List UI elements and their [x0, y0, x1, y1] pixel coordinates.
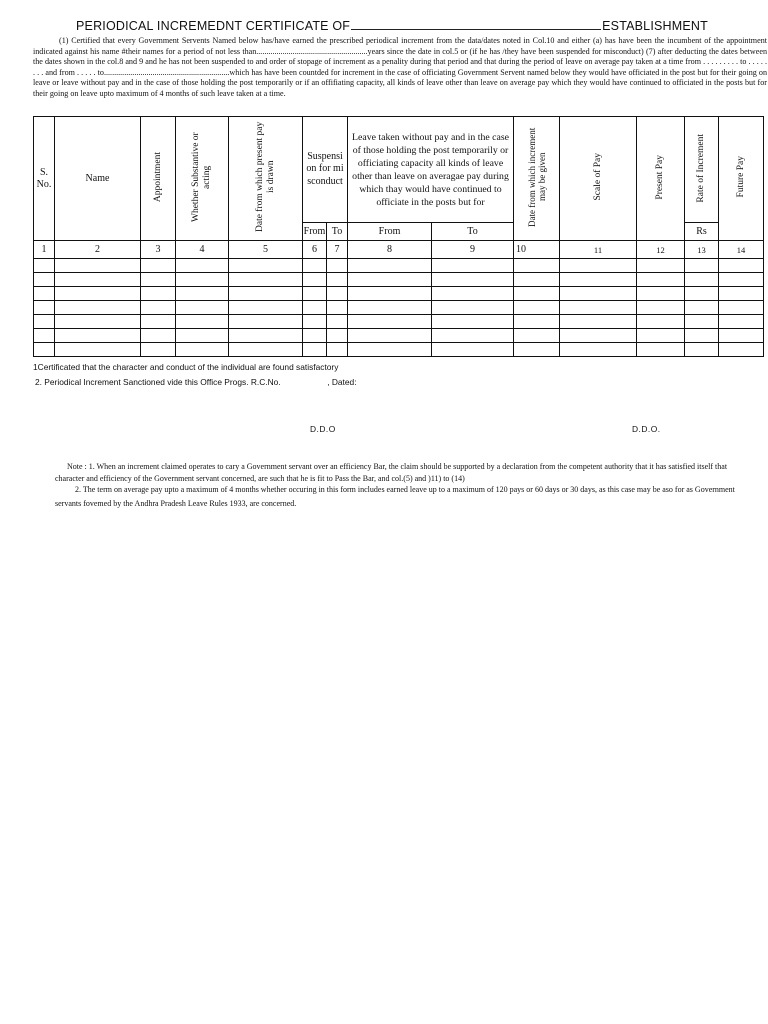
table-cell	[719, 315, 764, 329]
table-cell	[34, 343, 55, 357]
table-cell	[141, 301, 176, 315]
table-cell	[34, 259, 55, 273]
col-number: 1	[34, 241, 55, 259]
table-cell	[327, 343, 348, 357]
header-appointment: Appointment	[141, 117, 176, 241]
table-cell	[55, 273, 141, 287]
certificate-title	[76, 18, 706, 33]
table-cell	[176, 329, 229, 343]
sanction-statement	[35, 377, 357, 387]
table-cell	[685, 273, 719, 287]
table-cell	[560, 329, 637, 343]
table-row	[34, 329, 764, 343]
table-cell	[514, 273, 560, 287]
col-number: 11	[560, 241, 637, 259]
susp-to: To	[327, 223, 348, 241]
header-suspension: Suspension for misconduct	[303, 117, 348, 223]
table-row	[34, 273, 764, 287]
table-row	[34, 259, 764, 273]
table-cell	[719, 343, 764, 357]
col-number: 14	[719, 241, 764, 259]
note-1: Note : 1. When an increment claimed operates to cary a Government servant over an efficiency Bar, the claim should be supported by a declaration from the competent authority that it has satisfied itself that character and efficiency of the Government servant concerned, are such that he is fit to Pass the Bar, and col.(5) and )11) to (14)	[55, 462, 728, 483]
table-cell	[560, 287, 637, 301]
table-cell	[303, 343, 327, 357]
header-future-pay: Future Pay	[719, 117, 764, 241]
table-cell	[34, 315, 55, 329]
table-cell	[229, 329, 303, 343]
table-cell	[141, 259, 176, 273]
table-cell	[327, 259, 348, 273]
table-cell	[637, 301, 685, 315]
table-cell	[141, 273, 176, 287]
table-cell	[560, 273, 637, 287]
table-cell	[348, 287, 432, 301]
header-rate-of-increment: Rate of Increment	[685, 117, 719, 223]
table-cell	[432, 301, 514, 315]
table-cell	[432, 329, 514, 343]
table-cell	[637, 287, 685, 301]
table-cell	[34, 329, 55, 343]
table-cell	[637, 259, 685, 273]
table-cell	[432, 259, 514, 273]
table-cell	[327, 273, 348, 287]
table-cell	[34, 301, 55, 315]
table-cell	[303, 301, 327, 315]
character-certificate: 1Certificated that the character and conduct of the individual are found satisfactory	[33, 362, 339, 372]
header-date-present-pay: Date from which present pay is drawn	[229, 117, 303, 241]
table-cell	[514, 315, 560, 329]
col-number: 6	[303, 241, 327, 259]
table-cell	[303, 287, 327, 301]
col-number: 5	[229, 241, 303, 259]
table-cell	[55, 259, 141, 273]
increment-table	[33, 116, 764, 357]
table-cell	[327, 287, 348, 301]
rate-unit: Rs	[685, 223, 719, 241]
table-cell	[514, 301, 560, 315]
table-cell	[229, 301, 303, 315]
col-number: 12	[637, 241, 685, 259]
table-cell	[34, 287, 55, 301]
table-cell	[432, 343, 514, 357]
table-cell	[176, 259, 229, 273]
table-cell	[637, 315, 685, 329]
table-cell	[514, 259, 560, 273]
table-cell	[432, 315, 514, 329]
table-cell	[55, 329, 141, 343]
table-cell	[229, 259, 303, 273]
note-2: 2. The term on average pay upto a maximum of 4 months whether occuring in this form includes earned leave up to a maximum of 120 pays or 60 days or 30 days, as this case may be aso for as Government servants fovemed by the Andhra Pradesh Leave Rules 1933, are concerned.	[55, 485, 735, 508]
table-cell	[327, 329, 348, 343]
title-left: PERIODICAL INCREMEDNT CERTIFICATE OF	[76, 19, 351, 33]
header-date-increment: Date from which increment may be given	[514, 117, 560, 241]
table-cell	[176, 273, 229, 287]
table-cell	[327, 315, 348, 329]
table-cell	[176, 343, 229, 357]
table-cell	[303, 329, 327, 343]
header-scale-of-pay: Scale of Pay	[560, 117, 637, 241]
table-cell	[432, 273, 514, 287]
column-number-row	[34, 241, 764, 259]
table-cell	[303, 273, 327, 287]
table-cell	[685, 259, 719, 273]
table-cell	[719, 259, 764, 273]
table-cell	[229, 315, 303, 329]
table-cell	[685, 301, 719, 315]
table-cell	[55, 301, 141, 315]
header-substantive: Whether Substantive or acting	[176, 117, 229, 241]
col-number: 10	[514, 241, 560, 259]
table-cell	[303, 315, 327, 329]
table-cell	[719, 329, 764, 343]
table-cell	[229, 287, 303, 301]
col-number: 8	[348, 241, 432, 259]
table-cell	[348, 315, 432, 329]
table-cell	[141, 287, 176, 301]
table-row	[34, 343, 764, 357]
table-row	[34, 315, 764, 329]
table-cell	[176, 301, 229, 315]
header-leave: Leave taken without pay and in the case of those holding the post temporarily or officiating capacity all kinds of leave other than leave on averagae pay during which thay would have continued to officiate in the posts but for	[348, 117, 514, 223]
table-cell	[719, 287, 764, 301]
header-present-pay: Present Pay	[637, 117, 685, 241]
header-sno: S. No.	[34, 117, 55, 241]
table-cell	[141, 329, 176, 343]
table-cell	[55, 287, 141, 301]
table-cell	[685, 343, 719, 357]
ddo-signature-left: D.D.O	[310, 424, 336, 434]
table-cell	[176, 315, 229, 329]
col-number: 3	[141, 241, 176, 259]
col-number: 9	[432, 241, 514, 259]
table-cell	[719, 301, 764, 315]
table-cell	[514, 287, 560, 301]
table-cell	[560, 315, 637, 329]
table-cell	[685, 287, 719, 301]
table-cell	[348, 259, 432, 273]
table-cell	[560, 259, 637, 273]
leave-from: From	[348, 223, 432, 241]
table-cell	[34, 273, 55, 287]
table-cell	[176, 287, 229, 301]
table-cell	[348, 273, 432, 287]
establishment-name-blank	[351, 18, 601, 30]
table-cell	[229, 343, 303, 357]
table-cell	[514, 343, 560, 357]
table-cell	[719, 273, 764, 287]
table-cell	[685, 329, 719, 343]
col-number: 7	[327, 241, 348, 259]
leave-to: To	[432, 223, 514, 241]
table-cell	[55, 315, 141, 329]
table-cell	[141, 315, 176, 329]
table-cell	[348, 301, 432, 315]
table-cell	[432, 287, 514, 301]
table-cell	[141, 343, 176, 357]
header-row	[34, 117, 764, 223]
col-number: 4	[176, 241, 229, 259]
table-cell	[637, 343, 685, 357]
table-row	[34, 301, 764, 315]
table-row	[34, 287, 764, 301]
susp-from: From	[303, 223, 327, 241]
sanction-dated: , Dated:	[327, 377, 357, 387]
table-cell	[348, 343, 432, 357]
table-cell	[303, 259, 327, 273]
table-cell	[327, 301, 348, 315]
table-cell	[55, 343, 141, 357]
table-cell	[514, 329, 560, 343]
header-name: Name	[55, 117, 141, 241]
blank-rows	[34, 259, 764, 357]
col-number: 13	[685, 241, 719, 259]
table-cell	[560, 343, 637, 357]
col-number: 2	[55, 241, 141, 259]
table-cell	[637, 273, 685, 287]
sanction-label: 2. Periodical Increment Sanctioned vide this Office Progs. R.C.No.	[35, 377, 281, 387]
table-cell	[685, 315, 719, 329]
table-cell	[637, 329, 685, 343]
title-right: ESTABLISHMENT	[602, 19, 708, 33]
table-cell	[229, 273, 303, 287]
table-cell	[348, 329, 432, 343]
table-cell	[560, 301, 637, 315]
ddo-signature-right: D.D.O.	[632, 424, 661, 434]
certification-paragraph: (1) Certified that every Government Servents Named below has/have earned the prescribed periodical increment from the data/dates noted in Col.10 and either (a) has have been the incumbent of the appointment indicated against his name #their names for a period of not less than.......................................................years since the date in col.5 or (if he has /they have been suspended for misconduct) (7) after deducting the dates between the dates shown in the col.8 and 9 and he has not been suspended to and order of stopage of increment as a penality during that period and that during the period of leave on average pay taken at a time from . . . . . . . . . to . . . . . . . . and from . . . . . to..............................................................which has have been countded for increment in the case of officiating Government Servent named below they would have officiated in the post but for their going on leave or leave without pay and in the case of those holding the post temporarily or if an offifiating capacity, all kinds of leave other than leave on average pay which they would have continued to officiated in the posts but for their going on leave upto maximum of 4 months of such leave taken at a time.	[33, 36, 767, 98]
